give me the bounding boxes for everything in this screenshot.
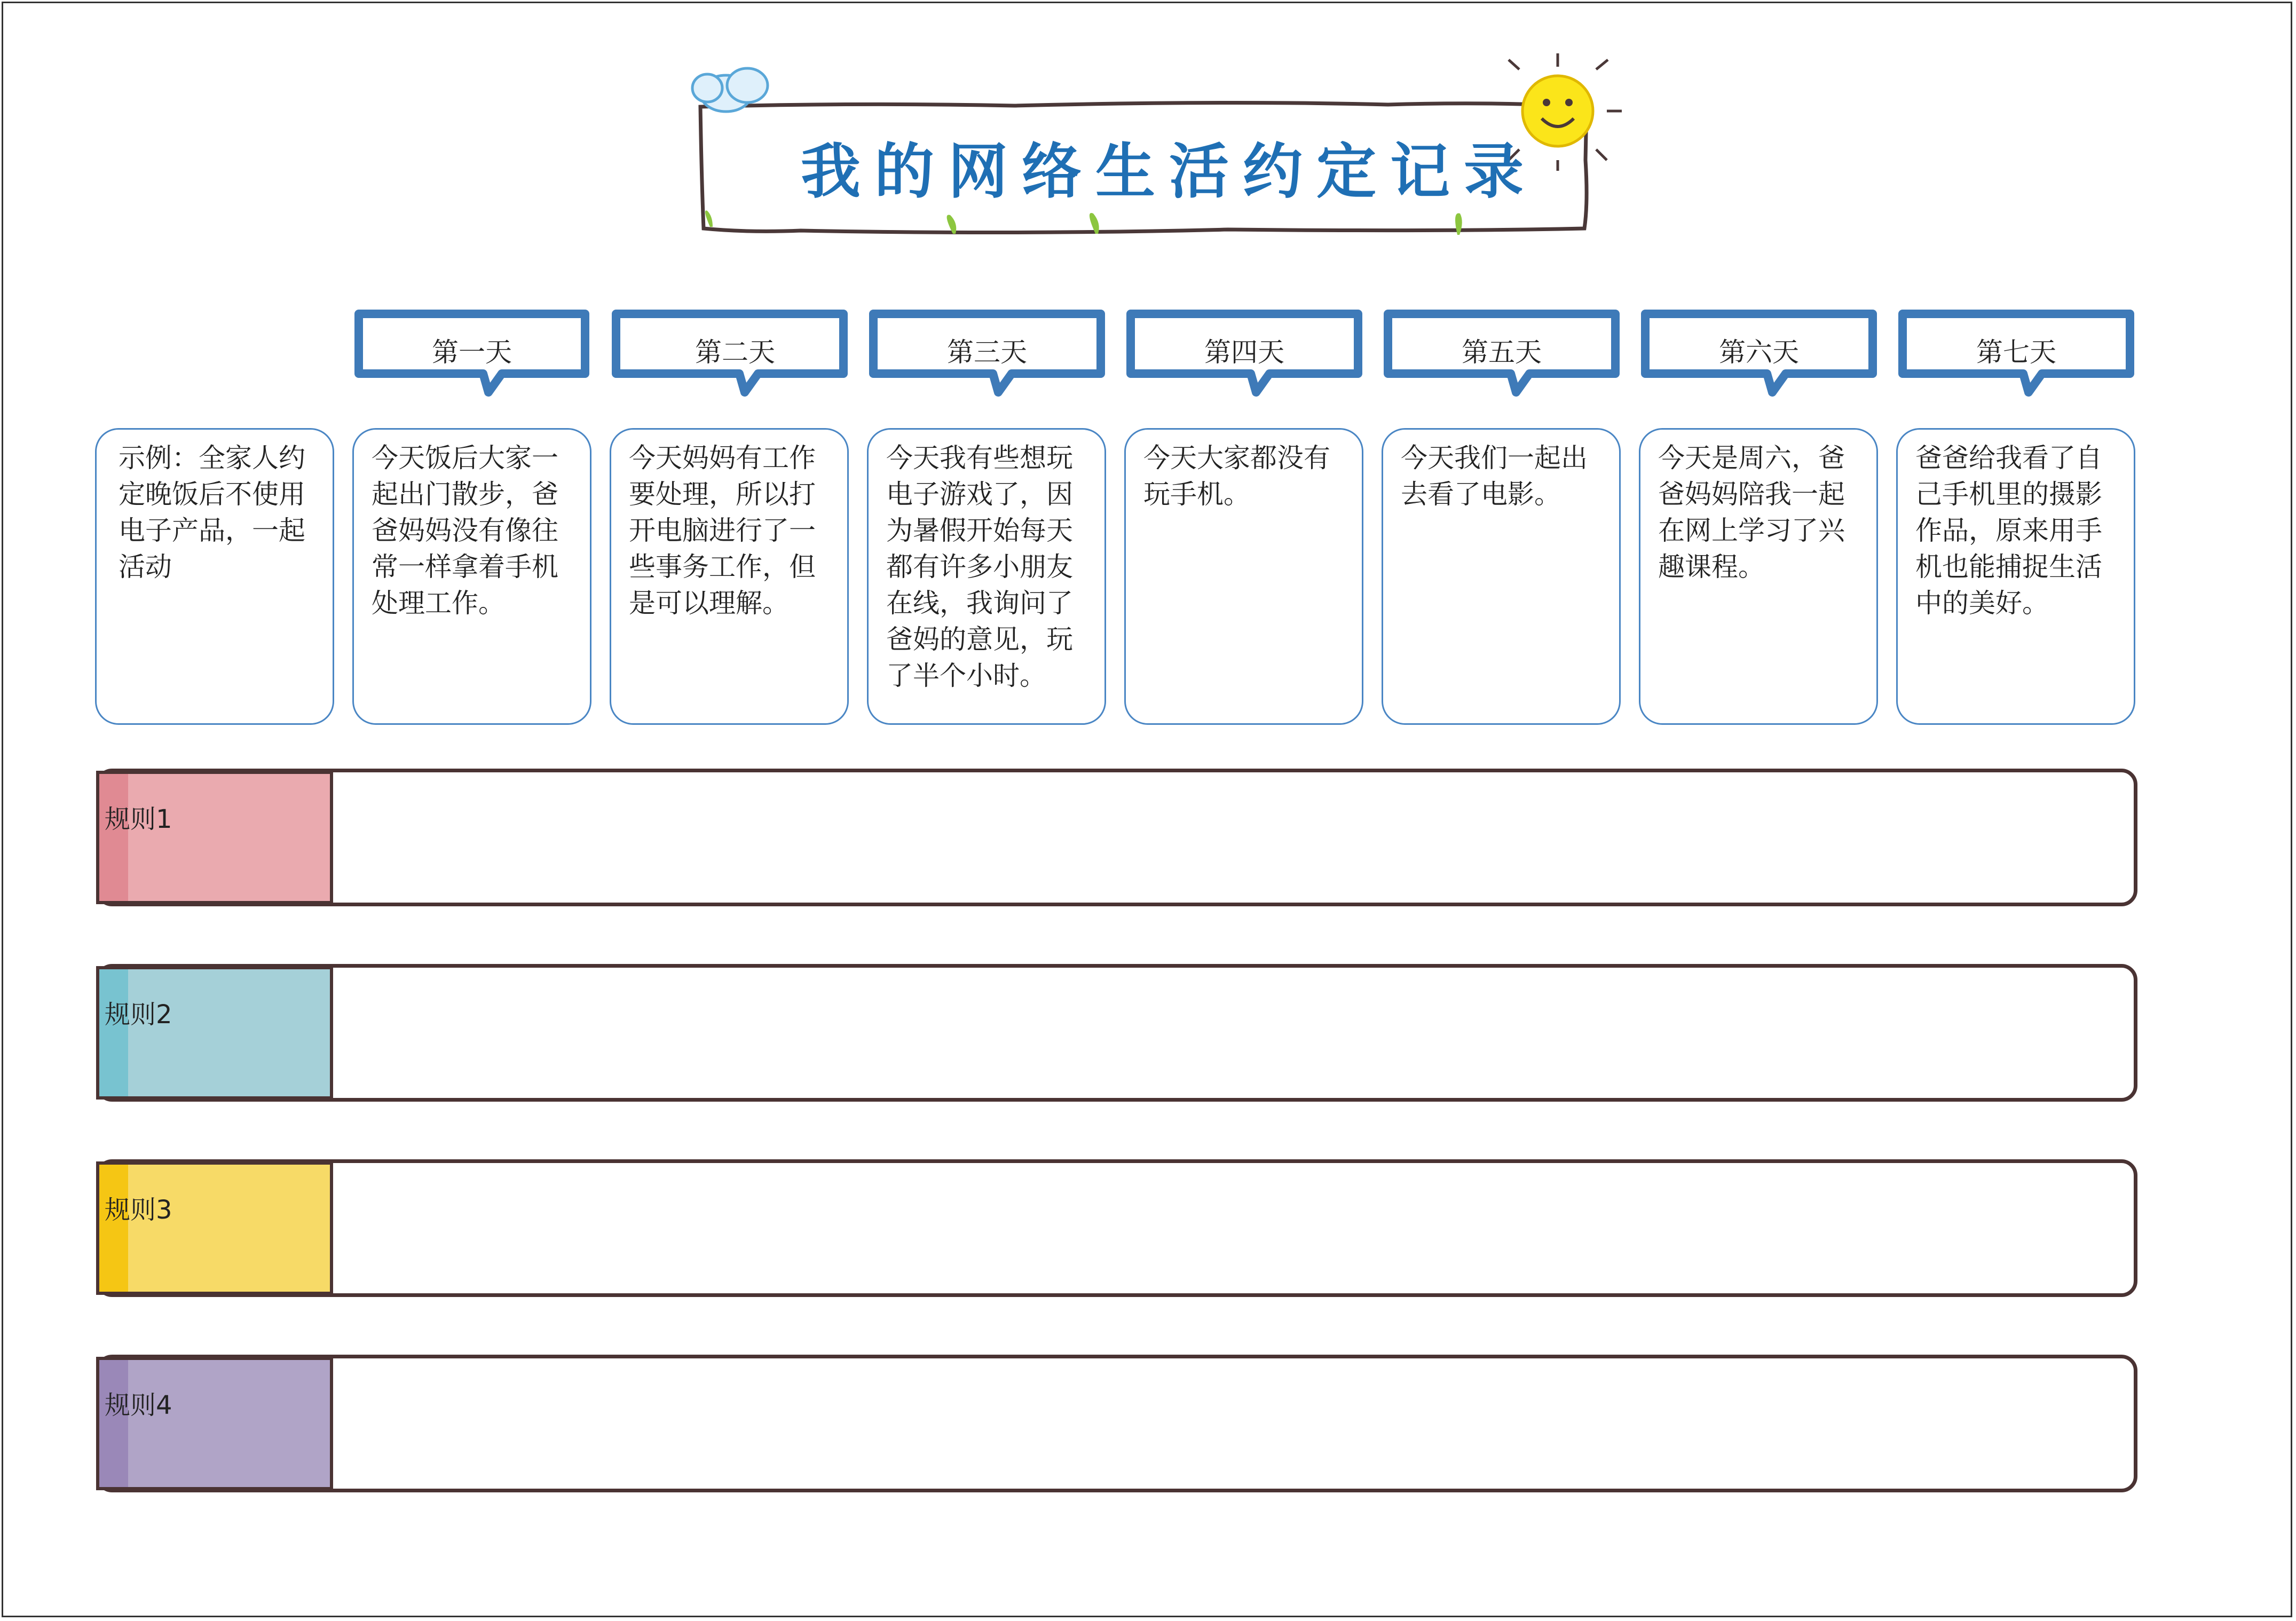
day-note-4: 今天大家都没有玩手机。 [1143,442,1330,510]
page-title: 我的网络生活约定记录 [801,137,1537,207]
day-note-3: 今天我有些想玩电子游戏了，因为暑假开始每天都有许多小朋友在线，我询问了爸妈的意见，玩了半个小时。 [886,442,1073,691]
rule-strip-1 [99,774,128,901]
rule-tag-3 [96,1161,333,1295]
example-text: 示例：全家人约定晚饭后不使用电子产品，一起活动 [119,442,305,582]
rule-label-3: 规则3 [105,1195,172,1225]
rule-tag-4 [96,1357,333,1490]
rule-row-4[interactable] [96,1355,2137,1492]
day-note-2: 今天妈妈有工作要处理，所以打开电脑进行了一些事务工作，但是可以理解。 [629,442,816,619]
day-label-4: 第四天 [1204,337,1284,368]
day-note-6: 今天是周六，爸爸妈妈陪我一起在网上学习了兴趣课程。 [1658,442,1845,582]
day-label-7: 第七天 [1976,337,2056,368]
rule-tag-1 [96,771,333,904]
rule-strip-4 [99,1360,128,1487]
day-label-1: 第一天 [432,337,512,368]
day-label-2: 第二天 [695,337,775,368]
rule-row-1[interactable] [96,769,2137,906]
rule-row-3[interactable] [96,1159,2137,1297]
rule-row-2[interactable] [96,964,2137,1102]
rule-label-1: 规则1 [105,804,172,834]
rule-label-4: 规则4 [105,1390,172,1420]
rule-label-2: 规则2 [105,1000,172,1030]
day-label-6: 第六天 [1719,337,1799,368]
day-note-7: 爸爸给我看了自己手机里的摄影作品，原来用手机也能捕捉生活中的美好。 [1915,442,2102,619]
rule-strip-2 [99,969,128,1096]
day-note-1: 今天饭后大家一起出门散步，爸爸妈妈没有像往常一样拿着手机处理工作。 [372,442,558,619]
rule-tag-2 [96,966,333,1100]
rule-strip-3 [99,1165,128,1292]
day-label-3: 第三天 [947,337,1027,368]
day-note-5: 今天我们一起出去看了电影。 [1401,442,1588,510]
day-label-5: 第五天 [1462,337,1542,368]
